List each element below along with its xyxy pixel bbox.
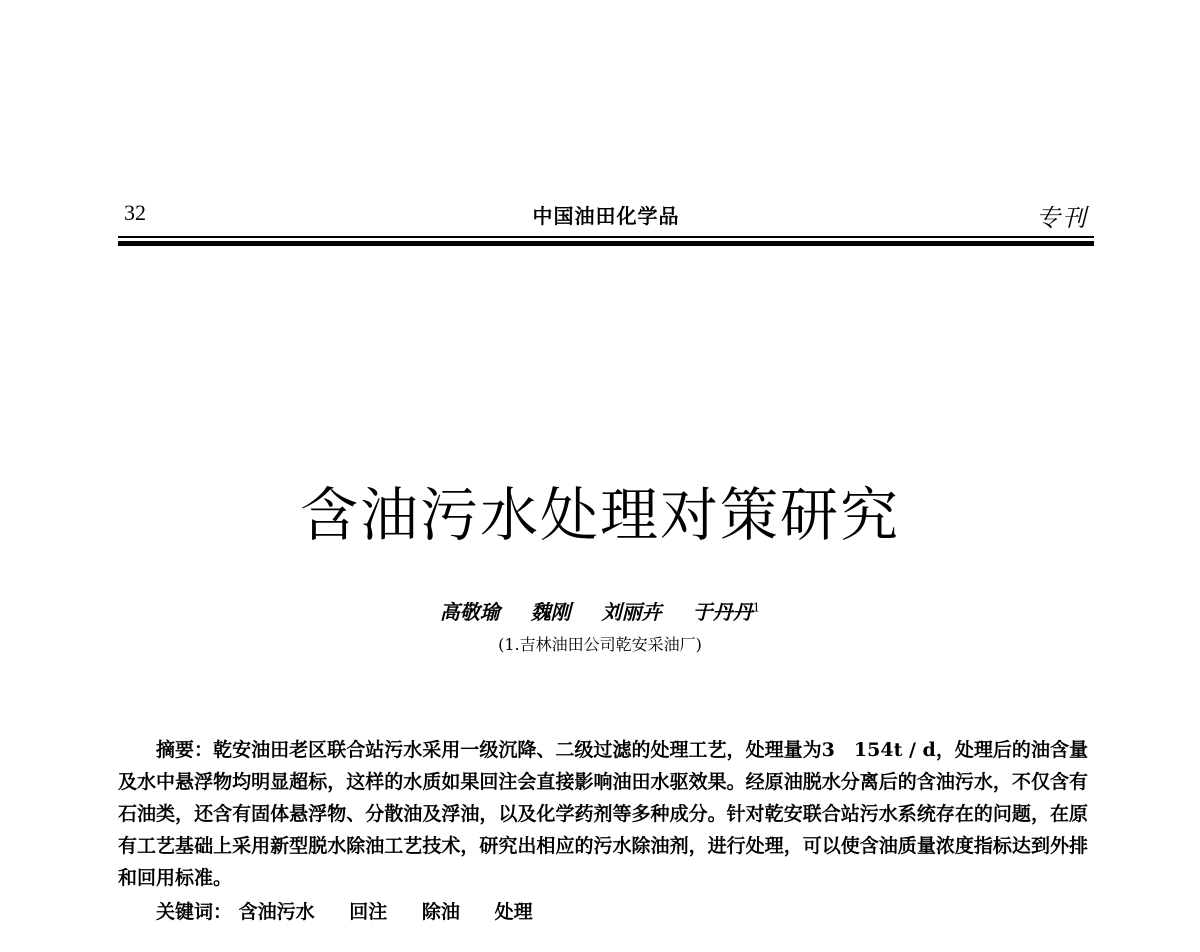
abstract-label: 摘要： (156, 739, 214, 761)
author-name (693, 600, 761, 624)
header-rule-thin (118, 236, 1094, 238)
affiliation: (1.吉林油田公司乾安采油厂) (498, 635, 702, 654)
author-name-text: 于丹丹 (692, 600, 753, 624)
keyword: 除油 (421, 901, 460, 923)
issue-label: 专刊 (1036, 204, 1088, 232)
keyword: 回注 (349, 901, 388, 923)
affiliation-marker: 1 (752, 600, 761, 615)
keywords (156, 896, 561, 928)
abstract-text: 乾安油田老区联合站污水采用一级沉降、二级过滤的处理工艺，处理量为3 154t / d，处理后的油含量及水中悬浮物均明显超标，这样的水质如果回注会直接影响油田水驱效果。经原油脱水分离后的含油污水，不仅含有石油类，还含有固体悬浮物、分散油及浮油，以及化学药剂等多种成分。针对乾安联合站污水系统存在的问题，在原有工艺基础上采用新型脱水除油工艺技术，研究出相应的污水除油剂，进行处理，可以使含油质量浓度指标达到外排和回用标准。 (118, 739, 1088, 889)
keywords-label: 关键词： (156, 901, 233, 923)
header-rule-thick (118, 241, 1094, 246)
abstract (118, 734, 1088, 894)
page-number: 32 (124, 200, 146, 225)
journal-name: 中国油田化学品 (532, 204, 680, 228)
keyword: 含油污水 (238, 901, 315, 923)
running-header (118, 198, 1094, 232)
keyword: 处理 (494, 901, 533, 923)
author-name: 魏刚 (530, 600, 571, 624)
author-list (0, 596, 1200, 625)
article-title: 含油污水处理对策研究 (299, 481, 900, 549)
author-name: 高敬瑜 (439, 600, 500, 624)
author-name: 刘丽卉 (601, 600, 662, 624)
